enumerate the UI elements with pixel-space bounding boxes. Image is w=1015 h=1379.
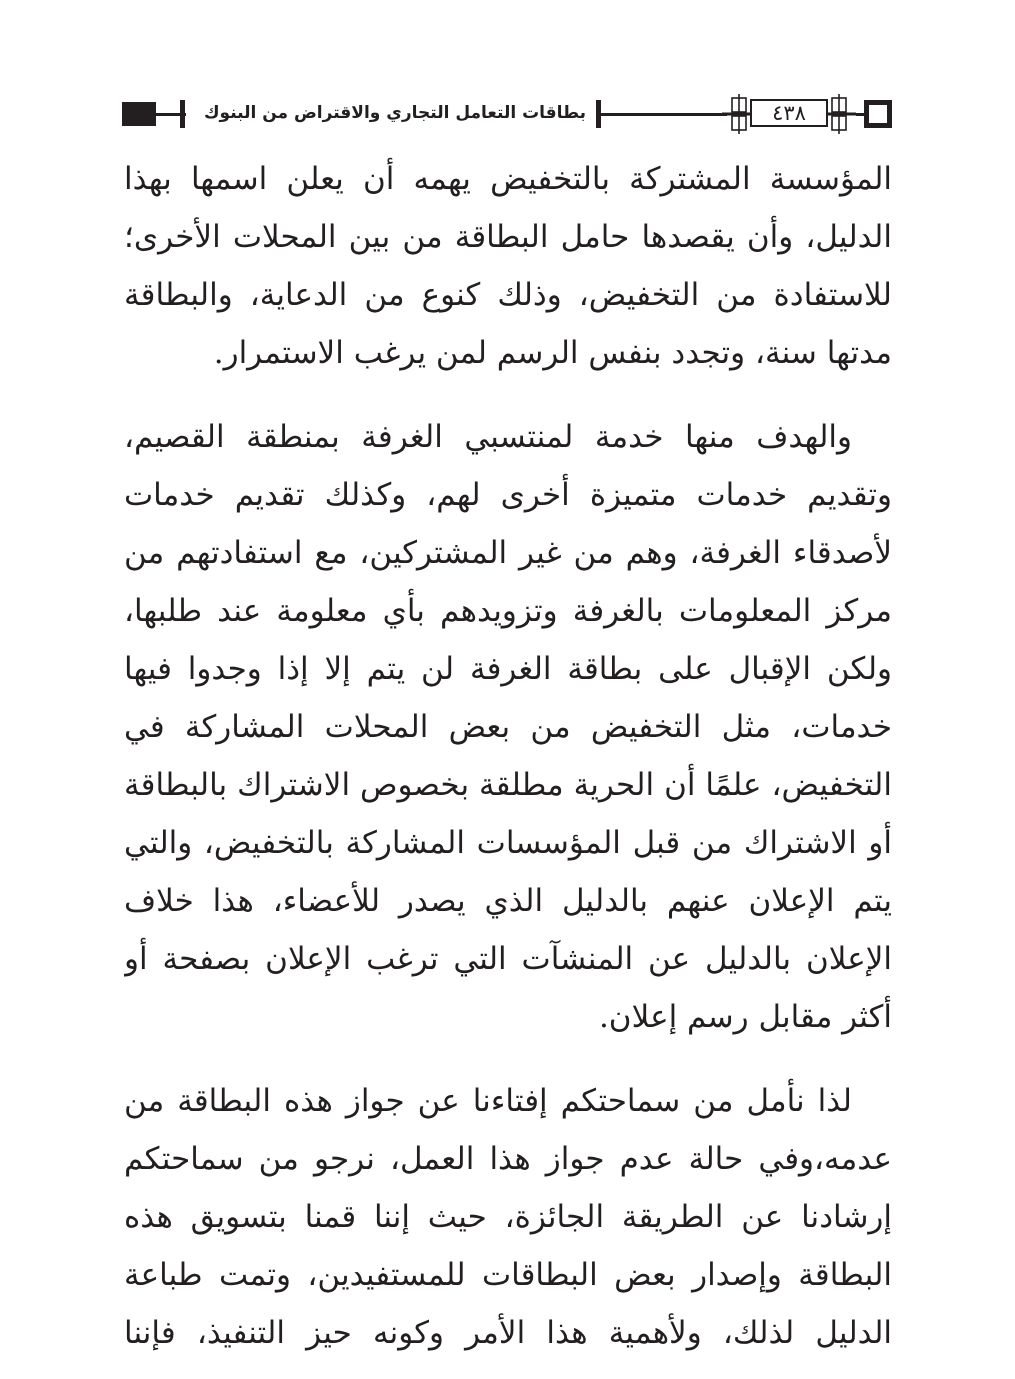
paragraph <box>124 1072 892 1362</box>
text-line: أو الاشتراك من قبل المؤسسات المشاركة بالتخفيض، والتي <box>124 825 892 861</box>
text-line: يتم الإعلان عنهم بالدليل الذي يصدر للأعضاء، هذا خلاف <box>124 883 892 919</box>
text-line: عدمه،وفي حالة عدم جواز هذا العمل، نرجو من سماحتكم <box>124 1141 892 1177</box>
page-number: ٤٣٨ <box>750 99 828 127</box>
header-ornament-block <box>122 102 156 126</box>
paragraph <box>124 408 892 1046</box>
text-line: المؤسسة المشتركة بالتخفيض يهمه أن يعلن اسمها بهذا <box>124 161 892 197</box>
text-line: الدليل، وأن يقصدها حامل البطاقة من بين المحلات الأخرى؛ <box>124 219 892 255</box>
running-header <box>122 92 892 136</box>
text-line: الدليل لذلك، ولأهمية هذا الأمر وكونه حيز التنفيذ، فإننا <box>124 1315 892 1351</box>
text-line: ولكن الإقبال على بطاقة الغرفة لن يتم إلا إذا وجدوا فيها <box>124 651 892 687</box>
page-number-frame <box>722 92 856 136</box>
text-line: مركز المعلومات بالغرفة وتزويدهم بأي معلومة عند طلبها، <box>124 593 892 629</box>
body-text <box>124 150 892 1362</box>
text-line: للاستفادة من التخفيض، وذلك كنوع من الدعاية، والبطاقة <box>124 277 892 313</box>
text-line: والهدف منها خدمة لمنتسبي الغرفة بمنطقة القصيم، <box>124 419 852 455</box>
text-line: خدمات، مثل التخفيض من بعض المحلات المشاركة في <box>124 709 892 745</box>
header-ornament-tick <box>180 100 185 128</box>
header-ornament-square <box>864 100 892 128</box>
text-line: التخفيض، علمًا أن الحرية مطلقة بخصوص الاشتراك بالبطاقة <box>124 767 892 803</box>
text-line: إرشادنا عن الطريقة الجائزة، حيث إننا قمنا بتسويق هذه <box>124 1199 892 1235</box>
paragraph <box>124 150 892 382</box>
text-line: أكثر مقابل رسم إعلان. <box>598 999 892 1035</box>
text-line: البطاقة وإصدار بعض البطاقات للمستفيدين، وتمت طباعة <box>124 1257 892 1293</box>
text-line: مدتها سنة، وتجدد بنفس الرسم لمن يرغب الاستمرار. <box>213 335 892 371</box>
text-line: وتقديم خدمات متميزة أخرى لهم، وكذلك تقديم خدمات <box>124 477 892 513</box>
text-line: لأصدقاء الغرفة، وهم من غير المشتركين، مع استفادتهم من <box>124 535 892 571</box>
header-title: بطاقات التعامل التجاري والاقتراض من البنوك <box>203 103 586 123</box>
text-line: لذا نأمل من سماحتكم إفتاءنا عن جواز هذه البطاقة من <box>124 1083 852 1119</box>
text-line: الإعلان بالدليل عن المنشآت التي ترغب الإعلان بصفحة أو <box>124 941 892 977</box>
header-rule <box>601 113 727 116</box>
